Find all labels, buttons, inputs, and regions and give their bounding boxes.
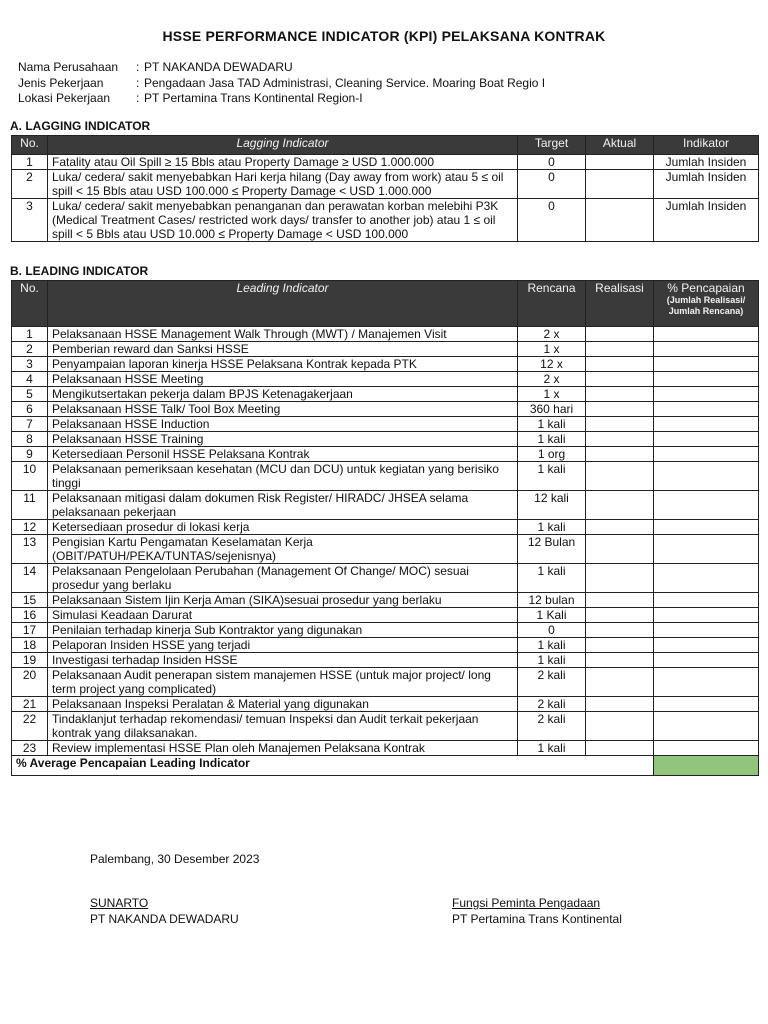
header-no: No.: [12, 136, 48, 155]
leading-table: [11, 280, 759, 776]
indicator-type: Jumlah Insiden: [654, 170, 759, 199]
table-row: [12, 520, 759, 535]
average-label: % Average Pencapaian Leading Indicator: [12, 756, 654, 776]
indicator-text: Pemberian reward dan Sanksi HSSE: [48, 342, 518, 357]
lagging-table: [11, 135, 759, 242]
plan-value: 1 x: [518, 387, 586, 402]
header-achievement: [654, 281, 759, 327]
indicator-text: Pelaksanaan Audit penerapan sistem manajemen HSSE (untuk major project/ long term project yang complicated): [48, 668, 518, 697]
document-title: HSSE PERFORMANCE INDICATOR (KPI) PELAKSANA KONTRAK: [162, 28, 606, 44]
table-row: [12, 327, 759, 342]
achievement-value: [654, 342, 759, 357]
plan-value: 12 bulan: [518, 593, 586, 608]
info-row: [18, 91, 758, 107]
row-number: 16: [12, 608, 48, 623]
table-row: [12, 668, 759, 697]
indicator-text: Pelaksanaan HSSE Induction: [48, 417, 518, 432]
table-row: [12, 608, 759, 623]
realization-value: [586, 372, 654, 387]
achievement-value: [654, 417, 759, 432]
header-target: Target: [518, 136, 586, 155]
achievement-value: [654, 638, 759, 653]
row-number: 10: [12, 462, 48, 491]
realization-value: [586, 593, 654, 608]
achievement-value: [654, 697, 759, 712]
indicator-text: Mengikutsertakan pekerja dalam BPJS Ketenagakerjaan: [48, 387, 518, 402]
realization-value: [586, 564, 654, 593]
indicator-text: Ketersediaan Personil HSSE Pelaksana Kontrak: [48, 447, 518, 462]
indicator-text: Pelaksanaan HSSE Talk/ Tool Box Meeting: [48, 402, 518, 417]
target-value: 0: [518, 199, 586, 242]
info-value: Pengadaan Jasa TAD Administrasi, Cleaning Service. Moaring Boat Regio I: [144, 75, 546, 90]
indicator-text: Ketersediaan prosedur di lokasi kerja: [48, 520, 518, 535]
realization-value: [586, 357, 654, 372]
table-row: [12, 491, 759, 520]
target-value: 0: [518, 155, 586, 170]
table-row: [12, 357, 759, 372]
row-number: 6: [12, 402, 48, 417]
row-number: 8: [12, 432, 48, 447]
realization-value: [586, 327, 654, 342]
plan-value: 1 kali: [518, 653, 586, 668]
row-number: 13: [12, 535, 48, 564]
row-number: 1: [12, 155, 48, 170]
actual-value: [586, 170, 654, 199]
realization-value: [586, 447, 654, 462]
indicator-text: Pelaksanaan Inspeksi Peralatan & Material yang digunakan: [48, 697, 518, 712]
plan-value: 1 kali: [518, 564, 586, 593]
table-row: [12, 372, 759, 387]
signatory-right-name: Fungsi Peminta Pengadaan: [452, 896, 601, 910]
indicator-text: Penyampaian laporan kinerja HSSE Pelaksana Kontrak kepada PTK: [48, 357, 518, 372]
table-row: [12, 653, 759, 668]
plan-value: 1 kali: [518, 638, 586, 653]
average-value-cell: [654, 756, 759, 776]
row-number: 2: [12, 170, 48, 199]
actual-value: [586, 199, 654, 242]
table-row: [12, 417, 759, 432]
table-row: [12, 593, 759, 608]
plan-value: 1 kali: [518, 520, 586, 535]
indicator-text: Pelaporan Insiden HSSE yang terjadi: [48, 638, 518, 653]
plan-value: 2 x: [518, 372, 586, 387]
achievement-value: [654, 357, 759, 372]
plan-value: 1 x: [518, 342, 586, 357]
header-actual: Aktual: [586, 136, 654, 155]
achievement-value: [654, 372, 759, 387]
realization-value: [586, 623, 654, 638]
realization-value: [586, 520, 654, 535]
signatory-left-name: SUNARTO: [90, 896, 149, 910]
table-row: [12, 432, 759, 447]
achievement-value: [654, 535, 759, 564]
row-number: 22: [12, 712, 48, 741]
row-number: 12: [12, 520, 48, 535]
realization-value: [586, 741, 654, 756]
realization-value: [586, 608, 654, 623]
indicator-text: Pelaksanaan mitigasi dalam dokumen Risk Register/ HIRADC/ JHSEA selama pelaksanaan pekerjaan: [48, 491, 518, 520]
achievement-value: [654, 712, 759, 741]
table-row: [12, 170, 759, 199]
achievement-value: [654, 462, 759, 491]
row-number: 5: [12, 387, 48, 402]
indicator-text: Tindaklanjut terhadap rekomendasi/ temuan Inspeksi dan Audit terkait pekerjaan kontrak yang dilaksanakan.: [48, 712, 518, 741]
achievement-value: [654, 623, 759, 638]
indicator-text: Pelaksanaan pemeriksaan kesehatan (MCU dan DCU) untuk kegiatan yang berisiko tinggi: [48, 462, 518, 491]
table-row: [12, 697, 759, 712]
achievement-value: [654, 520, 759, 535]
info-value: PT Pertamina Trans Kontinental Region-I: [144, 91, 363, 105]
achievement-value: [654, 668, 759, 697]
row-number: 21: [12, 697, 48, 712]
table-row: [12, 623, 759, 638]
achievement-value: [654, 564, 759, 593]
plan-value: 0: [518, 623, 586, 638]
table-row: [12, 447, 759, 462]
table-row: [12, 155, 759, 170]
plan-value: 1 kali: [518, 417, 586, 432]
realization-value: [586, 491, 654, 520]
indicator-text: Luka/ cedera/ sakit menyebabkan penanganan dan perawatan korban melebihi P3K (Medical Treatment Cases/ restricted work days/ transfer to another job) atau 1 ≤ oil spill < 5 Bbls atau USD 10.000 ≤ Property Damage < USD 100.000: [48, 199, 518, 242]
info-key: Lokasi Pekerjaan: [18, 91, 111, 105]
indicator-type: Jumlah Insiden: [654, 155, 759, 170]
info-separator: :: [136, 75, 140, 90]
header-no: No.: [12, 281, 48, 327]
realization-value: [586, 417, 654, 432]
row-number: 3: [12, 199, 48, 242]
row-number: 4: [12, 372, 48, 387]
header-indicator-type: Indikator: [654, 136, 759, 155]
row-number: 23: [12, 741, 48, 756]
plan-value: 2 kali: [518, 697, 586, 712]
plan-value: 1 kali: [518, 432, 586, 447]
plan-value: 12 x: [518, 357, 586, 372]
info-key: Nama Perusahaan: [18, 60, 119, 74]
realization-value: [586, 668, 654, 697]
row-number: 1: [12, 327, 48, 342]
indicator-text: Luka/ cedera/ sakit menyebabkan Hari kerja hilang (Day away from work) atau 5 ≤ oil spill < 15 Bbls atau USD 100.000 ≤ Property Damage < USD 1.000.000: [48, 170, 518, 199]
info-row: [18, 60, 758, 76]
row-number: 17: [12, 623, 48, 638]
realization-value: [586, 342, 654, 357]
signatory-right: [452, 895, 622, 927]
row-number: 20: [12, 668, 48, 697]
signatory-left-org: PT NAKANDA DEWADARU: [90, 912, 239, 926]
place-date: Palembang, 30 Desember 2023: [90, 852, 260, 866]
indicator-text: Pengisian Kartu Pengamatan Keselamatan Kerja (OBIT/PATUH/PEKA/TUNTAS/sejenisnya): [48, 535, 518, 564]
table-row: [12, 387, 759, 402]
lagging-section-title: A. LAGGING INDICATOR: [10, 119, 151, 133]
indicator-text: Pelaksanaan Sistem Ijin Kerja Aman (SIKA)sesuai prosedur yang berlaku: [48, 593, 518, 608]
realization-value: [586, 387, 654, 402]
plan-value: 12 kali: [518, 491, 586, 520]
table-row: [12, 638, 759, 653]
row-number: 7: [12, 417, 48, 432]
indicator-text: Pelaksanaan Pengelolaan Perubahan (Management Of Change/ MOC) sesuai prosedur yang berlaku: [48, 564, 518, 593]
indicator-text: Review implementasi HSSE Plan oleh Manajemen Pelaksana Kontrak: [48, 741, 518, 756]
realization-value: [586, 402, 654, 417]
leading-section-title: B. LEADING INDICATOR: [10, 264, 149, 278]
achievement-value: [654, 402, 759, 417]
realization-value: [586, 535, 654, 564]
realization-value: [586, 638, 654, 653]
info-row: [18, 76, 758, 92]
signatory-left: [90, 895, 239, 927]
info-value: PT NAKANDA DEWADARU: [144, 60, 293, 74]
plan-value: 2 x: [518, 327, 586, 342]
plan-value: 2 kali: [518, 712, 586, 741]
indicator-text: Pelaksanaan HSSE Management Walk Through (MWT) / Manajemen Visit: [48, 327, 518, 342]
info-separator: :: [136, 91, 140, 105]
target-value: 0: [518, 170, 586, 199]
indicator-text: Penilaian terhadap kinerja Sub Kontraktor yang digunakan: [48, 623, 518, 638]
realization-value: [586, 712, 654, 741]
info-separator: :: [136, 60, 140, 74]
indicator-text: Pelaksanaan HSSE Meeting: [48, 372, 518, 387]
achievement-value: [654, 327, 759, 342]
indicator-text: Fatality atau Oil Spill ≥ 15 Bbls atau Property Damage ≥ USD 1.000.000: [48, 155, 518, 170]
realization-value: [586, 462, 654, 491]
indicator-text: Pelaksanaan HSSE Training: [48, 432, 518, 447]
realization-value: [586, 697, 654, 712]
row-number: 11: [12, 491, 48, 520]
table-row: [12, 199, 759, 242]
row-number: 3: [12, 357, 48, 372]
achievement-value: [654, 653, 759, 668]
realization-value: [586, 432, 654, 447]
row-number: 14: [12, 564, 48, 593]
table-row: [12, 342, 759, 357]
row-number: 2: [12, 342, 48, 357]
indicator-type: Jumlah Insiden: [654, 199, 759, 242]
indicator-text: Simulasi Keadaan Darurat: [48, 608, 518, 623]
header-realization: Realisasi: [586, 281, 654, 327]
achievement-value: [654, 491, 759, 520]
plan-value: 1 kali: [518, 741, 586, 756]
header-lagging-indicator: Lagging Indicator: [48, 136, 518, 155]
table-row: [12, 712, 759, 741]
row-number: 9: [12, 447, 48, 462]
row-number: 19: [12, 653, 48, 668]
plan-value: 2 kali: [518, 668, 586, 697]
achievement-value: [654, 593, 759, 608]
plan-value: 360 hari: [518, 402, 586, 417]
indicator-text: Investigasi terhadap Insiden HSSE: [48, 653, 518, 668]
plan-value: 1 Kali: [518, 608, 586, 623]
actual-value: [586, 155, 654, 170]
achievement-value: [654, 387, 759, 402]
achievement-value: [654, 608, 759, 623]
row-number: 15: [12, 593, 48, 608]
table-row: [12, 402, 759, 417]
header-leading-indicator: Leading Indicator: [48, 281, 518, 327]
table-row: [12, 535, 759, 564]
company-info: [18, 60, 758, 107]
info-key: Jenis Pekerjaan: [18, 75, 104, 90]
realization-value: [586, 653, 654, 668]
plan-value: 1 org: [518, 447, 586, 462]
table-row: [12, 462, 759, 491]
achievement-value: [654, 741, 759, 756]
table-row: [12, 741, 759, 756]
table-row: [12, 564, 759, 593]
signatory-right-org: PT Pertamina Trans Kontinental: [452, 912, 622, 926]
header-plan: Rencana: [518, 281, 586, 327]
header-achievement-formula: (Jumlah Realisasi/ Jumlah Rencana): [666, 295, 746, 316]
row-number: 18: [12, 638, 48, 653]
plan-value: 12 Bulan: [518, 535, 586, 564]
header-achievement-label: % Pencapaian: [667, 281, 745, 295]
achievement-value: [654, 432, 759, 447]
plan-value: 1 kali: [518, 462, 586, 491]
achievement-value: [654, 447, 759, 462]
